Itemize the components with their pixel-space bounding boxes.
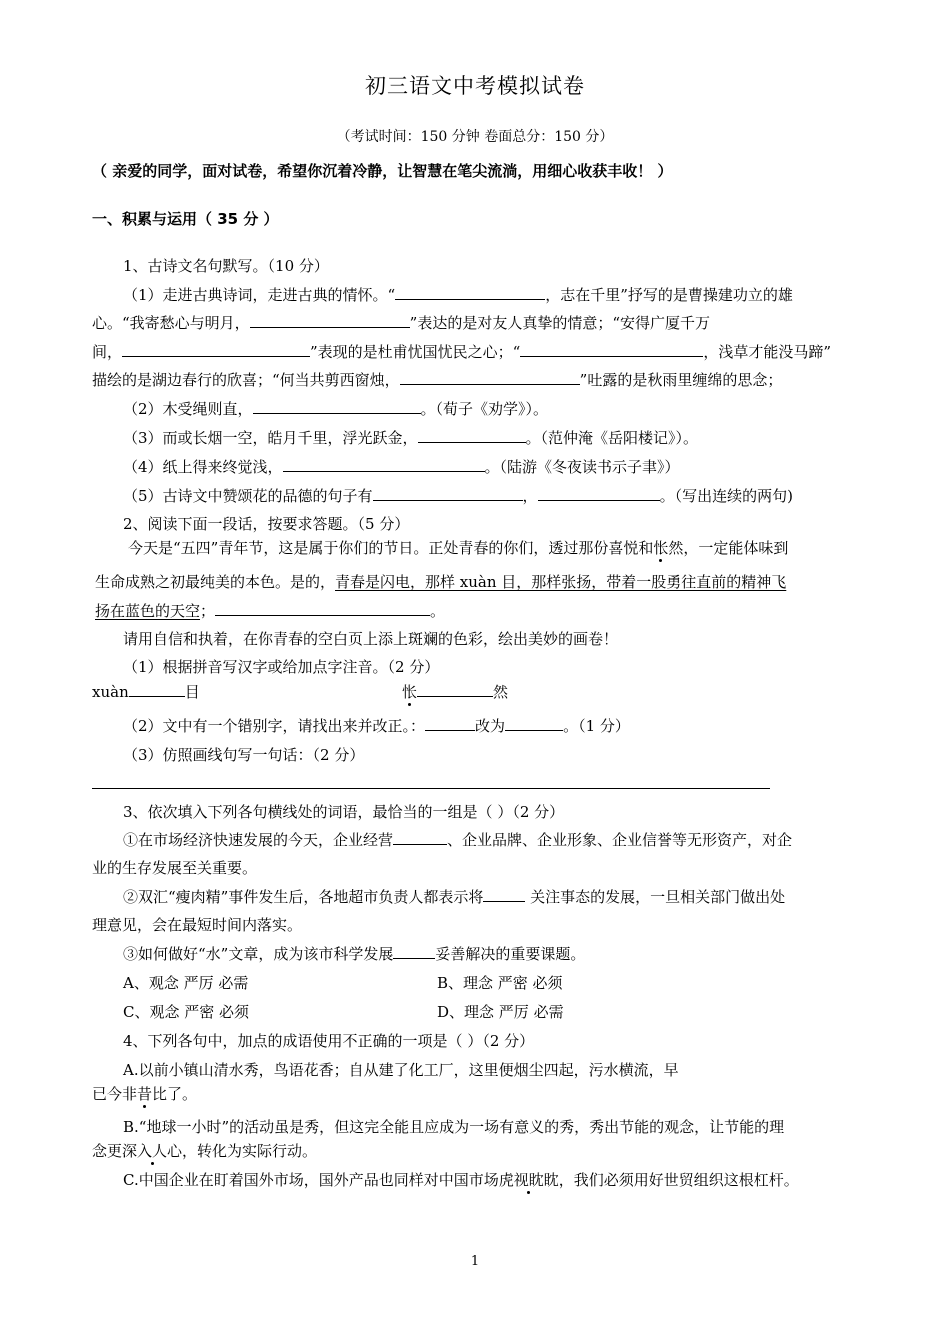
dotted-char: 怅 [653,539,669,557]
answer-line[interactable] [92,788,770,789]
q3-option-d[interactable]: D、理念 严厉 必需 [437,1003,564,1021]
answer-blank[interactable] [393,944,435,959]
text: 目 [184,683,200,701]
text: ，我们必须用好世贸组织这根杠杆。 [558,1171,799,1189]
dotted-phrase: 已今非昔比了。 [92,1085,198,1103]
q1-line-2 [92,313,710,333]
q2-chang-row [402,682,508,702]
text: （1）走进古典诗词，走进古典的情怀。“ [123,286,396,304]
text: 、企业品牌、企业形象、企业信誉等无形资产，对企 [447,831,793,849]
text: ”表达的是对友人真挚的情意；“安得广厦千万 [409,314,711,332]
text: 妥善解决的重要课题。 [435,945,586,963]
q1-sub-4 [123,457,680,477]
q1-header: 1、古诗文名句默写。（10 分） [123,257,329,275]
answer-blank[interactable] [400,370,580,385]
q1-line-1 [123,285,793,305]
q2-sub-1: （1）根据拼音写汉字或给加点字注音。（2 分） [123,658,440,676]
text: ①在市场经济快速发展的今天，企业经营 [123,831,394,849]
q1-sub-5 [123,486,793,506]
answer-blank[interactable] [538,486,660,501]
text: 。（陆游《冬夜读书示子聿》） [484,458,680,476]
q3-item-1-cont: 业的生存发展至关重要。 [92,859,258,877]
answer-blank[interactable] [417,682,493,697]
q2-header: 2、阅读下面一段话，按要求答题。（5 分） [123,515,410,533]
answer-blank[interactable] [215,601,430,616]
dotted-phrase: 深入人心 [122,1142,183,1160]
q3-header: 3、依次填入下列各句横线处的词语，最恰当的一组是（ ）（2 分） [123,803,565,821]
q2-passage-1 [128,538,788,558]
text: （3）而或长烟一空，皓月千里，浮光跃金， [123,429,418,447]
text: （2）文中有一个错别字，请找出来并改正。： [123,717,426,735]
q3-option-c[interactable]: C、观念 严密 必须 [123,1003,250,1021]
text: 。（1 分） [563,717,630,735]
text: ， [522,487,538,505]
q3-item-2 [123,887,785,907]
q1-line-3 [92,342,831,362]
q2-passage-3 [95,601,445,621]
q1-sub-3 [123,428,698,448]
q2-sub-2 [123,716,630,736]
text: 然，一定能体味到 [668,539,789,557]
q1-sub-2 [123,399,548,419]
q2-passage-4: 请用自信和执着，在你青春的空白页上添上斑斓的色彩，绘出美妙的画卷！ [123,630,619,648]
text: （2）木受绳则直， [123,400,253,418]
text: 关注事态的发展，一旦相关部门做出处 [525,888,786,906]
text: ②双汇“瘦肉精”事件发生后，各地超市负责人都表示将 [123,888,484,906]
q2-xuan-row [92,682,200,702]
q2-passage-2 [95,572,786,592]
underlined-sentence: 扬在蓝色的天空 [95,602,201,620]
text: 间， [92,343,123,361]
answer-blank[interactable] [129,682,185,697]
answer-blank[interactable] [505,716,563,731]
q1-line-4 [92,370,782,390]
text: xuàn [92,683,129,701]
q3-item-2-cont: 理意见，会在最短时间内落实。 [92,916,303,934]
answer-blank[interactable] [425,716,475,731]
page-title: 初三语文中考模拟试卷 [365,74,585,98]
text: 改为 [475,717,506,735]
text: （4）纸上得来终觉浅， [123,458,283,476]
q3-option-b[interactable]: B、理念 严密 必须 [437,974,563,992]
underlined-sentence: 青春是闪电，那样 xuàn 目，那样张扬，带着一股勇往直前的精神飞 [335,573,787,591]
answer-blank[interactable] [122,342,310,357]
text: C.中国企业在盯着国外市场，国外产品也同样对中国市场 [123,1171,499,1189]
q4-option-a-cont [92,1084,197,1104]
q4-header: 4、下列各句中，加点的成语使用不正确的一项是（ ）（2 分） [123,1032,535,1050]
text: 。（范仲淹《岳阳楼记》）。 [525,429,699,447]
section-title: 一、积累与运用（ 35 分 ） [92,210,279,228]
text: 念更 [92,1142,123,1160]
answer-blank[interactable] [520,342,703,357]
q4-option-c[interactable] [123,1170,799,1190]
answer-blank[interactable] [393,830,447,845]
q3-item-1 [123,830,792,850]
q4-option-b[interactable]: B.“地球一小时”的活动虽是秀，但这完全能且应成为一场有意义的秀，秀出节能的观念，让节能的理 [123,1118,785,1136]
q2-sub-3: （3）仿照画线句写一句话：（2 分） [123,746,365,764]
text: ，浅草才能没马蹄” [703,343,832,361]
answer-blank[interactable] [418,428,526,443]
answer-blank[interactable] [283,457,485,472]
exam-info: （考试时间：150 分钟 卷面总分：150 分） [336,129,614,145]
text: ”表现的是杜甫忧国忧民之心；“ [310,343,521,361]
dotted-phrase: 虎视眈眈 [498,1171,559,1189]
q3-option-a[interactable]: A、观念 严厉 必需 [123,974,249,992]
answer-blank[interactable] [250,313,410,328]
answer-blank[interactable] [253,399,421,414]
text: ③如何做好“水”文章，成为该市科学发展 [123,945,394,963]
text: 心。“我寄愁心与明月， [92,314,250,332]
answer-blank[interactable] [483,887,525,902]
text: 。（写出连续的两句) [659,487,793,505]
text: 。 [430,602,446,620]
page-number: 1 [470,1254,480,1269]
greeting: （ 亲爱的同学，面对试卷，希望你沉着冷静，让智慧在笔尖流淌，用细心收获丰收！ ） [92,162,673,180]
answer-blank[interactable] [373,486,523,501]
answer-blank[interactable] [395,285,545,300]
text: ，志在千里”抒写的是曹操建功立的雄 [545,286,793,304]
text: 生命成熟之初最纯美的本色。是的， [95,573,336,591]
q3-item-3 [123,944,585,964]
text: ； [200,602,216,620]
q4-option-a[interactable]: A.以前小镇山清水秀，鸟语花香；自从建了化工厂，这里便烟尘四起，污水横流，早 [123,1061,679,1079]
dotted-char: 怅 [402,683,418,701]
text: 描绘的是湖边春行的欣喜；“何当共剪西窗烛， [92,371,400,389]
text: ，转化为实际行动。 [182,1142,318,1160]
q4-option-b-cont [92,1141,317,1161]
text: （5）古诗文中赞颂花的品德的句子有 [123,487,373,505]
text: 今天是“五四”青年节，这是属于你们的节日。正处青春的你们，透过那份喜悦和 [128,539,654,557]
text: ”吐露的是秋雨里缠绵的思念； [579,371,783,389]
text: 。（荀子《劝学》）。 [420,400,549,418]
text: 然 [493,683,509,701]
